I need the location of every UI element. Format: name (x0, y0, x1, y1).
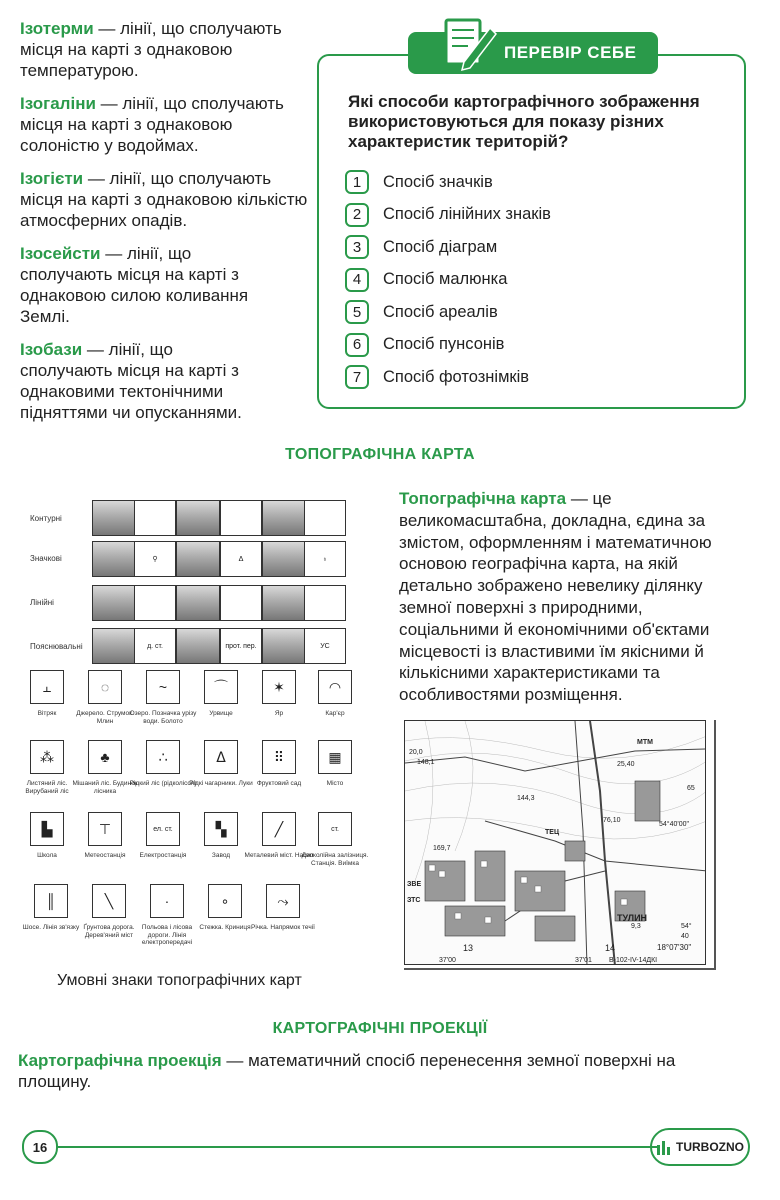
legend-sign-cell (220, 500, 262, 536)
legend-photo (92, 628, 136, 664)
isoline-def: Ізогаліни — лінії, що сполучають місця на карті з однаковою солоністю у водоймах. (20, 94, 284, 155)
brand-bars-icon (656, 1139, 672, 1155)
topo-map-drawing (405, 721, 706, 965)
legend-sign-icon: ⌒ (204, 670, 238, 704)
map-label: 37'00 (439, 957, 456, 964)
legend-sign-caption: Стежка. Криниця (199, 924, 251, 931)
legend-sign-icon: ~ (146, 670, 180, 704)
legend-sign-caption: Металевий міст. Насип (244, 852, 314, 859)
legend-sign-icon: ║ (34, 884, 68, 918)
legend-sign-caption: Школа (37, 852, 57, 859)
methods-list (345, 166, 551, 394)
legend-sign-icon: ╲ (92, 884, 126, 918)
legend-sign-icon: ст. (318, 812, 352, 846)
footer-line (58, 1146, 658, 1148)
check-question: Які способи картографічного зображення використовуються для показу різних характеристик територій? (348, 92, 700, 151)
legend-sign-icon: ◌ (88, 670, 122, 704)
legend-photo (176, 541, 220, 577)
map-label: ТЕЦ (545, 829, 560, 836)
legend-sign-icon: ╱ (262, 812, 296, 846)
legend-sign-cell: ᐃ (220, 541, 262, 577)
legend-sign-cell: УС (304, 628, 346, 664)
row-label: Значкові (30, 554, 62, 563)
method-item: 6 Спосіб пунсонів (345, 329, 551, 362)
map-label: МТМ (637, 739, 653, 746)
legend-sign-cell: ⚲ (134, 541, 176, 577)
legend-sign-cell (134, 500, 176, 536)
method-item: 1 Спосіб значків (345, 166, 551, 199)
legend-sign-caption: Рідкі чагарники. Луки (189, 780, 253, 787)
legend-sign-caption: Фруктовий сад (256, 780, 302, 787)
brand-logo: TURBOZNO (650, 1128, 750, 1166)
legend-photo (92, 500, 136, 536)
notepad-pencil-icon (440, 14, 498, 76)
legend-sign-icon: ▙ (30, 812, 64, 846)
legend-sign-caption: Метеостанція (84, 852, 126, 859)
legend-photo (92, 585, 136, 621)
method-item: 7 Спосіб фотознімків (345, 361, 551, 394)
map-label: 40 (681, 933, 689, 940)
map-label: 144,3 (517, 795, 535, 802)
map-label: 14 (605, 943, 616, 953)
legend-sign-icon: ⤳ (266, 884, 300, 918)
legend-sign-icon: ел. ст. (146, 812, 180, 846)
legend-sign-caption: Завод (211, 852, 231, 859)
method-item: 2 Спосіб лінійних знаків (345, 199, 551, 232)
legend-sign-caption: Місто (326, 780, 344, 787)
legend-sign-caption: Вітряк (37, 710, 57, 717)
row-label: Пояснювальні (30, 642, 83, 651)
legend-sign-caption: Рідкий ліс (рідколісся) (129, 780, 197, 787)
legend-sign-icon: ◠ (318, 670, 352, 704)
row-label: Лінійні (30, 598, 54, 607)
legend-sign-icon: ▚ (204, 812, 238, 846)
legend-sign-icon: ⁂ (30, 740, 64, 774)
legend-sign-caption: Джерело. Струмок. Млин (76, 710, 134, 725)
map-label: 65 (687, 785, 695, 792)
map-label: 148,1 (417, 759, 435, 766)
legend-sign-caption: Листяний ліс. Вирубаний ліс (25, 780, 69, 795)
row-label: Контурні (30, 514, 62, 523)
map-label: ТУЛИН (617, 913, 648, 923)
legend-sign-caption: Польова і лісова дороги. Лінія електропередачі (141, 924, 193, 946)
legend-sign-icon: ⠿ (262, 740, 296, 774)
map-label: 169,7 (433, 845, 451, 852)
legend-photo (176, 500, 220, 536)
isoline-def: Ізотерми — лінії, що сполучають місця на карті з однаковою температурою. (20, 19, 282, 80)
legend-photo (262, 500, 306, 536)
map-label: 20,0 (409, 749, 423, 756)
map-label: 54° (681, 923, 692, 930)
legend-sign-cell (304, 585, 346, 621)
projection-section-title: КАРТОГРАФІЧНІ ПРОЕКЦІЇ (272, 1020, 488, 1037)
legend-photo (262, 585, 306, 621)
map-label: 54°40'00" (659, 821, 689, 828)
isolines-definitions (20, 18, 310, 435)
legend-sign-caption: Шосе. Лінія зв'язку (22, 924, 80, 931)
projection-definition: Картографічна проекція — математичний спосіб перенесення земної поверхні на площину. (18, 1051, 676, 1091)
page-number: 16 (22, 1130, 58, 1164)
legend-sign-icon: ▦ (318, 740, 352, 774)
legend-sign-icon: ♣ (88, 740, 122, 774)
map-label: ЗВЕ (407, 881, 422, 888)
isoline-def: Ізобази — лінії, що сполучають місця на карті з однаковими тектонічними підняттями чи опусканнями. (20, 340, 242, 422)
isoline-def: Ізосейсти — лінії, що сполучають місця на карті з однаковою силою коливання Землі. (20, 244, 249, 326)
map-label: ЗТС (407, 897, 421, 904)
legend-sign-cell (134, 585, 176, 621)
legend-sign-caption: Яр (274, 710, 284, 717)
method-item: 5 Спосіб ареалів (345, 296, 551, 329)
legend-sign-caption: Мішаний ліс. Будинок лісника (72, 780, 138, 795)
check-yourself-tab: ПЕРЕВІР СЕБЕ (408, 32, 658, 74)
legend-sign-caption: Урвище (209, 710, 233, 717)
legend-sign-cell: прот. пер. (220, 628, 262, 664)
map-label: 18°07'30" (657, 943, 692, 952)
legend-photo (92, 541, 136, 577)
method-item: 3 Спосіб діаграм (345, 231, 551, 264)
legend-sign-icon: ∘ (208, 884, 242, 918)
map-label: 13 (463, 943, 474, 953)
legend-caption: Умовні знаки топографічних карт (57, 972, 302, 989)
legend-sign-icon: · (150, 884, 184, 918)
legend-sign-icon: ∴ (146, 740, 180, 774)
legend-photo (262, 628, 306, 664)
isoline-def: Ізогієти — лінії, що сполучають місця на карті з однаковою кількістю атмосферних опадів. (20, 169, 308, 230)
legend-sign-icon: ⊤ (88, 812, 122, 846)
topo-section-title: ТОПОГРАФІЧНА КАРТА (285, 446, 475, 463)
map-label: В-102-IV-14ДКІ (609, 957, 658, 964)
method-item: 4 Спосіб малюнка (345, 264, 551, 297)
legend-sign-icon: ⫠ (30, 670, 64, 704)
topo-map-image (404, 720, 706, 965)
legend-photo (176, 585, 220, 621)
legend-sign-cell (304, 500, 346, 536)
legend-sign-caption: Річка. Напрямок течії (251, 924, 315, 931)
map-label: 37'01 (575, 957, 592, 964)
legend-photo (262, 541, 306, 577)
legend-sign-cell: д. ст. (134, 628, 176, 664)
legend-sign-caption: Електростанція (139, 852, 187, 859)
topo-definition: Топографічна карта — це великомасштабна, докладна, єдина за змістом, оформленням і математичною основою географічна карта, на якій детально зображено невелику ділянку земної поверхні з природними, соціальними й економічними об'єктами місцевості із властивими їм якісними й кількісними характеристиками та особливостями розміщення. (399, 489, 712, 705)
legend-sign-caption: Ґрунтова дорога. Дерев'яний міст (83, 924, 135, 939)
legend-sign-caption: Кар'єр (325, 710, 345, 717)
legend-sign-caption: Двоколійна залізниця. Станція. Виїмка (301, 852, 369, 867)
map-label: 76,10 (603, 817, 621, 824)
map-label: 25,40 (617, 761, 635, 768)
legend-sign-cell (220, 585, 262, 621)
map-label: 9,3 (631, 923, 641, 930)
legend-sign-cell: ♁ (304, 541, 346, 577)
legend-sign-icon: ᐃ (204, 740, 238, 774)
legend-sign-icon: ✶ (262, 670, 296, 704)
legend-sign-caption: Озеро. Позначка урізу води. Болото (129, 710, 197, 725)
legend-photo (176, 628, 220, 664)
